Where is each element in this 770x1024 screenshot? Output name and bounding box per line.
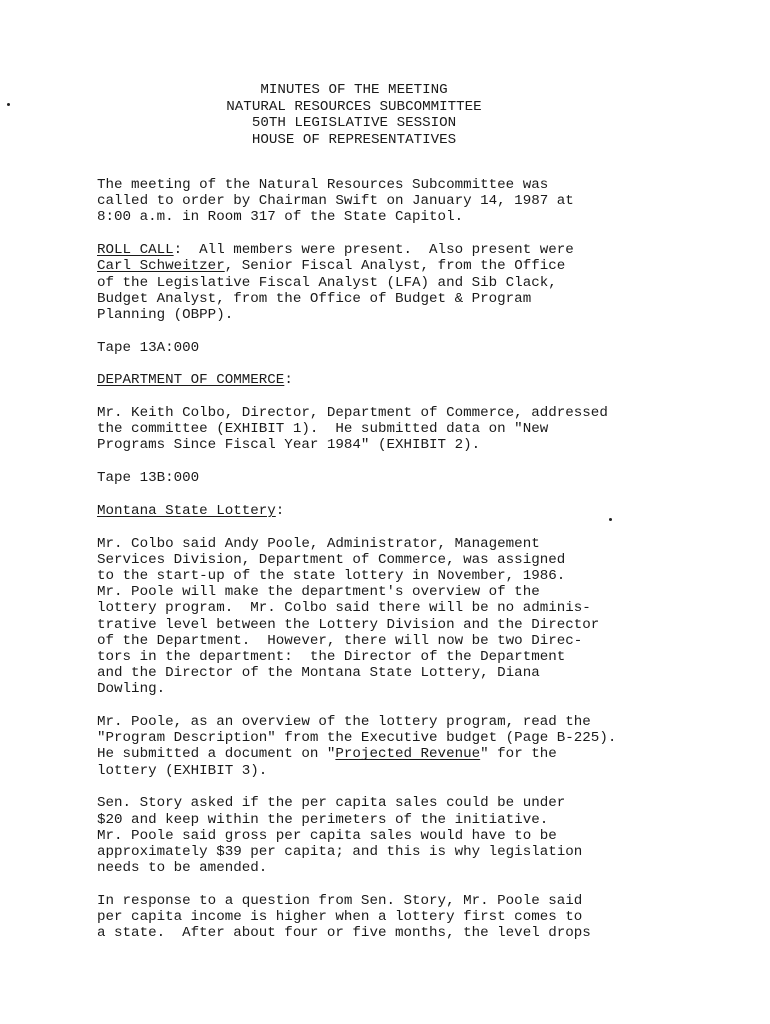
text-line: The meeting of the Natural Resources Subcommittee was [97, 177, 549, 193]
paragraph-call-to-order [97, 177, 697, 226]
header-line: NATURAL RESOURCES SUBCOMMITTEE [226, 98, 482, 115]
section-label: Montana State Lottery [97, 502, 276, 519]
text-line: Planning (OBPP). [97, 306, 234, 323]
text-line: Mr. Poole will make the department's overview of the [97, 584, 540, 601]
text-line [97, 242, 697, 258]
paragraph-program-overview [97, 714, 697, 779]
text-run: He submitted a document on " [97, 746, 336, 763]
text-line: Budget Analyst, from the Office of Budget & Program [97, 290, 532, 307]
text-line: approximately $39 per capita; and this is why legislation [97, 844, 583, 860]
text-run: : [275, 502, 285, 519]
text-line: per capita income is higher when a lottery first comes to [97, 909, 583, 926]
text-run: " for the [480, 746, 557, 763]
header-line: MINUTES OF THE MEETING [260, 82, 448, 98]
text-line: lottery (EXHIBIT 3). [97, 762, 268, 779]
text-line: 8:00 a.m. in Room 317 of the State Capitol. [97, 209, 464, 226]
text-line: Tape 13A:000 [97, 339, 200, 356]
text-line: and the Director of the Montana State Lottery, Diana [97, 665, 540, 682]
text-line: trative level between the Lottery Division and the Director [97, 616, 600, 633]
header-line: HOUSE OF REPRESENTATIVES [251, 131, 457, 148]
paragraph-per-capita-income [97, 893, 697, 942]
text-line: Mr. Colbo said Andy Poole, Administrator, Management [97, 535, 540, 552]
text-line: Mr. Keith Colbo, Director, Department of Commerce, addressed [97, 405, 608, 422]
text-line: Dowling. [97, 681, 166, 698]
text-line: needs to be amended. [97, 860, 268, 877]
text-line: called to order by Chairman Swift on January 14, 1987 at [97, 193, 574, 210]
section-heading-lottery [97, 503, 697, 519]
text-line: lottery program. Mr. Colbo said there will be no adminis- [97, 600, 591, 617]
text-line: of the Department. However, there will now be two Direc- [97, 632, 583, 649]
text-run: : [284, 372, 293, 389]
document-header [0, 82, 708, 148]
paragraph-colbo-address [97, 405, 697, 454]
text-line [97, 503, 697, 519]
paragraph-lottery-startup [97, 536, 697, 698]
text-line: Services Division, Department of Commerce, was assigned [97, 551, 566, 568]
text-line: Programs Since Fiscal Year 1984" (EXHIBIT 2). [97, 437, 481, 454]
paragraph-roll-call [97, 242, 697, 323]
text-line: a state. After about four or five months, the level drops [97, 925, 591, 942]
text-run: , Senior Fiscal Analyst, from the Office [224, 258, 566, 275]
text-line: "Program Description" from the Executive budget (Page B-225). [97, 730, 617, 747]
text-line [97, 746, 697, 762]
section-label: DEPARTMENT OF COMMERCE [97, 372, 285, 389]
text-line: Sen. Story asked if the per capita sales could be under [97, 795, 566, 812]
attendee-name: Carl Schweitzer [97, 258, 225, 275]
text-line: Tape 13B:000 [97, 470, 200, 487]
text-line: to the start-up of the state lottery in November, 1986. [97, 567, 566, 584]
document-body [97, 177, 697, 958]
text-line [97, 372, 697, 388]
text-line: Mr. Poole said gross per capita sales would have to be [97, 827, 557, 844]
header-line: 50TH LEGISLATIVE SESSION [251, 115, 457, 131]
document-title: Projected Revenue [335, 746, 481, 763]
text-line [97, 258, 697, 274]
text-line: of the Legislative Fiscal Analyst (LFA) and Sib Clack, [97, 274, 557, 291]
text-line: Mr. Poole, as an overview of the lottery program, read the [97, 714, 591, 731]
section-heading-commerce [97, 372, 697, 388]
text-line: In response to a question from Sen. Story, Mr. Poole said [97, 892, 583, 909]
tape-marker [97, 470, 697, 486]
roll-call-label: ROLL CALL [97, 242, 174, 259]
text-run: : All members were present. Also present were [173, 242, 574, 259]
text-line: the committee (EXHIBIT 1). He submitted data on "New [97, 421, 549, 438]
tape-marker [97, 340, 697, 356]
paragraph-per-capita-sales [97, 795, 697, 876]
text-line: tors in the department: the Director of the Department [97, 648, 566, 665]
text-line: $20 and keep within the perimeters of the initiative. [97, 811, 549, 828]
